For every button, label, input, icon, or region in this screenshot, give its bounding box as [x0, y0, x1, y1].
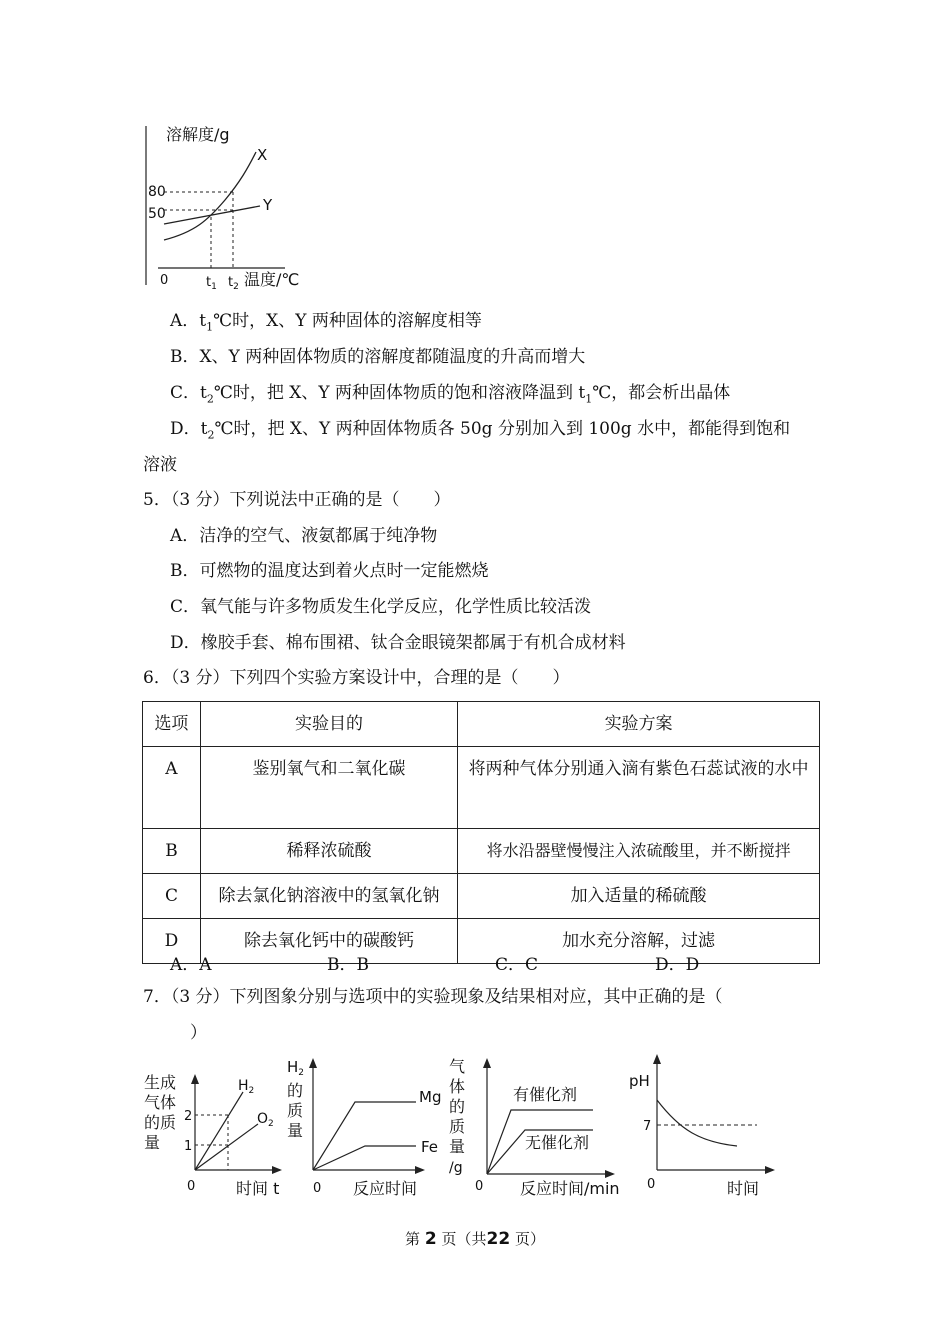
- table-row: [143, 829, 820, 874]
- q6-choice-c: C．C: [495, 955, 539, 975]
- header-option: 选项: [143, 702, 201, 747]
- g3-label-without-catalyst: 无催化剂: [525, 1133, 590, 1152]
- g2-line-mg: [313, 1102, 416, 1170]
- curve-y: [164, 206, 260, 224]
- cell-purpose: 稀释浓硫酸: [200, 829, 457, 874]
- q4-option-b: B．X、Y 两种固体物质的溶解度都随温度的升高而增大: [170, 347, 586, 367]
- g4-y-arrow: [653, 1054, 661, 1064]
- q6-choice-d: D．D: [655, 955, 700, 975]
- g4-tick-7: 7: [643, 1119, 652, 1134]
- q5-stem: 5．（3 分）下列说法中正确的是（ ）: [143, 490, 451, 510]
- cell-purpose: 除去氯化钠溶液中的氢氧化钠: [200, 874, 457, 919]
- g1-ylabel-1: 生成: [144, 1073, 177, 1092]
- g3-ylabel-5: 量: [449, 1137, 466, 1156]
- cell-plan: 加入适量的稀硫酸: [458, 874, 820, 919]
- g2-x-arrow: [415, 1166, 425, 1174]
- chart-ylabel: 溶解度/g: [166, 125, 230, 144]
- q7-graph-3: [445, 1052, 630, 1200]
- g1-xlabel: 时间 t: [236, 1179, 280, 1198]
- cell-option: A: [143, 747, 201, 829]
- g3-y-arrow: [483, 1058, 491, 1068]
- g4-origin: 0: [647, 1177, 656, 1192]
- g3-ylabel-2: 体: [449, 1077, 466, 1096]
- q4-option-c: C．$t_2℃$时，把 X、Y 两种固体物质的饱和溶液降温到 $t_1℃$，都会析出晶体: [170, 383, 731, 406]
- q5-option-d: D．橡胶手套、棉布围裙、钛合金眼镜架都属于有机合成材料: [170, 633, 626, 653]
- g4-xlabel: 时间: [727, 1179, 760, 1198]
- curve-x: [164, 152, 256, 240]
- q7-stem: 7．（3 分）下列图象分别与选项中的实验现象及结果相对应，其中正确的是（: [143, 987, 723, 1007]
- g2-label-mg: Mg: [419, 1088, 442, 1106]
- g2-line-fe: [313, 1146, 416, 1170]
- page-footer: 第 2 页（共22 页）: [405, 1229, 545, 1249]
- cell-option: C: [143, 874, 201, 919]
- chart-origin: 0: [160, 273, 169, 288]
- g1-origin: 0: [187, 1179, 196, 1194]
- cell-purpose: 鉴别氧气和二氧化碳: [200, 747, 457, 829]
- g4-ylabel: pH: [629, 1072, 650, 1090]
- tick-50: 50: [148, 206, 166, 222]
- curve-y-label: Y: [263, 196, 273, 214]
- g1-ylabel-4: 量: [144, 1133, 161, 1152]
- g1-tick-1: 1: [184, 1139, 193, 1154]
- g2-ylabel-3: 量: [287, 1121, 304, 1140]
- q7-graph-1: [140, 1068, 285, 1200]
- q4-option-a: A．$t_1℃$时，X、Y 两种固体的溶解度相等: [170, 311, 482, 334]
- g4-x-arrow: [765, 1166, 775, 1174]
- q6-stem: 6．（3 分）下列四个实验方案设计中，合理的是（ ）: [143, 668, 570, 688]
- g2-xlabel: 反应时间: [353, 1179, 418, 1198]
- tick-t2: $t_2$: [228, 275, 239, 292]
- header-purpose: 实验目的: [200, 702, 457, 747]
- g2-y-arrow: [309, 1058, 317, 1068]
- cell-plan: 将水沿器壁慢慢注入浓硫酸里，并不断搅拌: [458, 829, 820, 874]
- g1-label-o2: $O_2$: [257, 1111, 274, 1129]
- g1-ylabel-3: 的质: [144, 1113, 177, 1132]
- q6-choice-a: A．A: [170, 955, 212, 975]
- cell-plan: 将两种气体分别通入滴有紫色石蕊试液的水中: [458, 747, 820, 829]
- g3-x-arrow: [605, 1170, 615, 1178]
- q7-stem-cont: ）: [190, 1023, 207, 1043]
- table-row: [143, 919, 820, 964]
- q6-choice-b: B．B: [327, 955, 369, 975]
- q5-option-a: A．洁净的空气、液氨都属于纯净物: [170, 526, 438, 546]
- g3-ylabel-6: /g: [449, 1160, 463, 1176]
- g3-xlabel: 反应时间/min: [520, 1179, 620, 1198]
- g3-ylabel-3: 的: [449, 1097, 466, 1116]
- q5-option-b: B．可燃物的温度达到着火点时一定能燃烧: [170, 561, 489, 581]
- tick-80: 80: [148, 184, 166, 200]
- table-header-row: [143, 702, 820, 747]
- q5-option-c: C．氧气能与许多物质发生化学反应，化学性质比较活泼: [170, 597, 592, 617]
- tick-t1: $t_1$: [206, 275, 217, 292]
- g2-origin: 0: [313, 1181, 322, 1196]
- q6-table: [142, 701, 820, 964]
- g2-ylabel-2: 质: [287, 1101, 304, 1120]
- page-total: 22: [486, 1229, 511, 1249]
- table-row: [143, 874, 820, 919]
- cell-plan: 加水充分溶解，过滤: [458, 919, 820, 964]
- g3-ylabel-4: 质: [449, 1117, 466, 1136]
- g4-curve-ph: [657, 1100, 737, 1146]
- g2-label-fe: Fe: [421, 1138, 439, 1156]
- g2-ylabel-h: $H_2$: [287, 1058, 305, 1078]
- header-plan: 实验方案: [458, 702, 820, 747]
- g1-y-arrow: [191, 1074, 199, 1084]
- page-number: 2: [424, 1229, 437, 1249]
- g3-origin: 0: [475, 1179, 484, 1194]
- cell-option: B: [143, 829, 201, 874]
- g1-tick-2: 2: [184, 1109, 193, 1124]
- solubility-chart: [140, 120, 310, 292]
- curve-x-label: X: [257, 146, 268, 164]
- g1-line-o2: [195, 1124, 258, 1170]
- g1-line-h2: [195, 1092, 243, 1170]
- q4-option-d: D．$t_2℃$时，把 X、Y 两种固体物质各 50g 分别加入到 100g 水中，都能得到饱和: [170, 419, 791, 442]
- cell-option: D: [143, 919, 201, 964]
- q7-graph-2: [283, 1052, 448, 1200]
- g3-ylabel-1: 气: [449, 1057, 466, 1076]
- g2-ylabel-1: 的: [287, 1081, 304, 1100]
- g3-label-with-catalyst: 有催化剂: [513, 1085, 578, 1104]
- g1-label-h2: $H_2$: [238, 1078, 255, 1096]
- table-row: [143, 747, 820, 829]
- cell-purpose: 除去氧化钙中的碳酸钙: [200, 919, 457, 964]
- q4-option-d-cont: 溶液: [143, 455, 177, 475]
- g1-ylabel-2: 气体: [144, 1093, 177, 1112]
- chart-xlabel: 温度/℃: [244, 270, 300, 289]
- g1-x-arrow: [272, 1166, 282, 1174]
- q7-graph-4: [625, 1052, 785, 1200]
